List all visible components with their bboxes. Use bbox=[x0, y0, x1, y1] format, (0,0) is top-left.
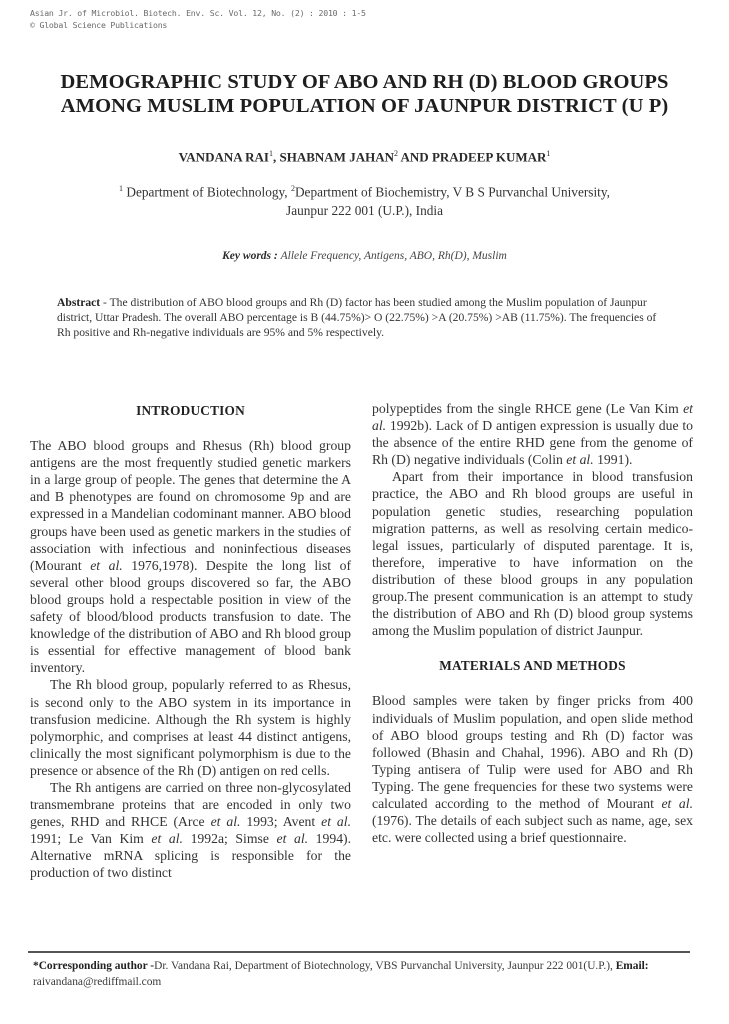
keywords-label: Key words : bbox=[222, 250, 278, 262]
corresponding-author-footnote bbox=[33, 959, 713, 990]
intro-paragraph-3-continued: polypeptides from the single RHCE gene (Le Van Kim et al. 1992b). Lack of D antigen expression is usually due to the absence of the entire RHD gene from the genome of Rh (D) negative individuals (Colin et al. 1991). bbox=[372, 401, 693, 468]
author-affil-marker: 2 bbox=[393, 149, 398, 158]
left-column bbox=[30, 398, 351, 882]
methods-heading: MATERIALS AND METHODS bbox=[439, 658, 626, 674]
journal-citation: Asian Jr. of Microbiol. Biotech. Env. Sc. Vol. 12, No. (2) : 2010 : 1-5 bbox=[30, 8, 366, 18]
author-affil-marker: 1 bbox=[269, 149, 273, 158]
footnote-divider bbox=[28, 951, 690, 953]
et-al-italic: et al. bbox=[321, 814, 352, 830]
author-separator: AND bbox=[397, 149, 432, 165]
title-line-1: DEMOGRAPHIC STUDY OF ABO AND RH (D) BLOOD GROUPS bbox=[60, 71, 669, 93]
author-name: VANDANA RAI bbox=[178, 149, 269, 165]
affil-1: Department of Biotechnology, bbox=[123, 184, 291, 200]
email-label: Email: bbox=[615, 960, 649, 972]
affil-address: Jaunpur 222 001 (U.P.), India bbox=[286, 203, 443, 219]
running-head bbox=[30, 7, 366, 31]
author-name: PRADEEP KUMAR bbox=[431, 149, 547, 165]
et-al-italic: et al. bbox=[210, 814, 241, 830]
intro-paragraph-2: The Rh blood group, popularly referred to as Rhesus, is second only to the ABO system in its importance in transfusion medicine. Although the Rh system is highly polymorphic, and comprises at least 44 distinct antigens, clinically the most significant polymorphism is due to the presence or absence of the Rh (D) antigen on red cells. bbox=[30, 677, 351, 778]
right-column bbox=[372, 400, 693, 846]
intro-paragraph-3: The Rh antigens are carried on three non-glycosylated transmembrane proteins that are encoded in only two genes, RHD and RHCE (Arce et al. 1993; Avent et al. 1991; Le Van Kim et al. 1992a; Simse et al. 1994). Alternative mRNA splicing is responsible for the production of two distinct bbox=[30, 779, 352, 881]
affil-marker-1: 1 bbox=[119, 184, 124, 193]
abstract-text: - The distribution of ABO blood groups and Rh (D) factor has been studied among the Muslim population of Jaunpur district, Uttar Pradesh. The overall ABO percentage is B (44.75%)> O (22.75%) >A (20.75%) >AB (11.75%). The frequencies of Rh positive and Rh-negative individuals are 95% and 5% respectively. bbox=[57, 296, 657, 339]
et-al-italic: et al. bbox=[661, 795, 693, 811]
footnote-marker: * bbox=[33, 960, 39, 972]
footnote-label: Corresponding author - bbox=[38, 960, 155, 972]
keywords bbox=[0, 250, 729, 262]
abstract-label: Abstract bbox=[57, 296, 101, 309]
affiliations bbox=[0, 179, 729, 220]
abstract bbox=[57, 295, 672, 340]
publisher-line: © Global Science Publications bbox=[30, 20, 168, 30]
affil-2: Department of Biochemistry, V B S Purvanchal University, bbox=[294, 184, 610, 200]
intro-paragraph-1: The ABO blood groups and Rhesus (Rh) blood group antigens are the most frequently studied genetic markers in a large group of people. The genes that determine the A and B phenotypes are found on chromosome 9p and are expressed in a Mandelian codominant manner. ABO blood groups have been used as genetic markers in the studies of association with infectious and noninfectious diseases (Mourant et al. 1976,1978). Despite the long list of several other blood groups discovered so far, the ABO blood groups hold a respectable position in view of the safety of blood/blood products transfusion to date. The knowledge of the distribution of ABO and Rh blood group is essential for effective management of blood bank inventory. bbox=[30, 438, 352, 676]
author-list bbox=[0, 149, 729, 165]
et-al-italic: et al. bbox=[566, 452, 594, 468]
paper-title bbox=[0, 70, 729, 118]
author-name: SHABNAM JAHAN bbox=[279, 149, 394, 165]
author-separator: , bbox=[273, 149, 280, 165]
keywords-list: Allele Frequency, Antigens, ABO, Rh(D), Muslim bbox=[280, 250, 507, 262]
et-al-italic: et al. bbox=[372, 401, 693, 434]
et-al-italic: et al. bbox=[151, 831, 183, 847]
affil-marker-2: 2 bbox=[290, 184, 295, 193]
methods-paragraph-1: Blood samples were taken by finger pricks from 400 individuals of Muslim population, and open slide method of ABO blood groups testing and Rh (D) factor was followed (Bhasin and Chahal, 1996). ABO and Rh (D) Typing antisera of Tulip were used for ABO and Rh Typing. The gene frequencies for these two systems were calculated according to the method of Mourant et al. (1976). The details of each subject such as name, age, sex etc. were collected using a brief questionnaire. bbox=[372, 693, 693, 846]
intro-paragraph-4: Apart from their importance in blood transfusion practice, the ABO and Rh blood groups are useful in population genetic studies, researching population migration patterns, as well as resolving certain medico-legal issues, particularly of disputed parentage. It is, therefore, imperative to have information on the distribution of these blood groups in any population group.The present communication is an attempt to study the distribution of ABO and Rh (D) blood group systems among the Muslim population of district Jaunpur. bbox=[372, 469, 693, 639]
title-line-2: AMONG MUSLIM POPULATION OF JAUNPUR DISTRICT (U P) bbox=[60, 95, 669, 117]
author-email[interactable]: raivandana@rediffmail.com bbox=[33, 975, 162, 988]
et-al-italic: et al. bbox=[90, 557, 123, 573]
footnote-text: Dr. Vandana Rai, Department of Biotechnology, VBS Purvanchal University, Jaunpur 222 001(U.P.), bbox=[154, 960, 616, 972]
author-affil-marker: 1 bbox=[546, 149, 551, 158]
et-al-italic: et al. bbox=[276, 831, 309, 847]
introduction-heading: INTRODUCTION bbox=[136, 403, 245, 418]
